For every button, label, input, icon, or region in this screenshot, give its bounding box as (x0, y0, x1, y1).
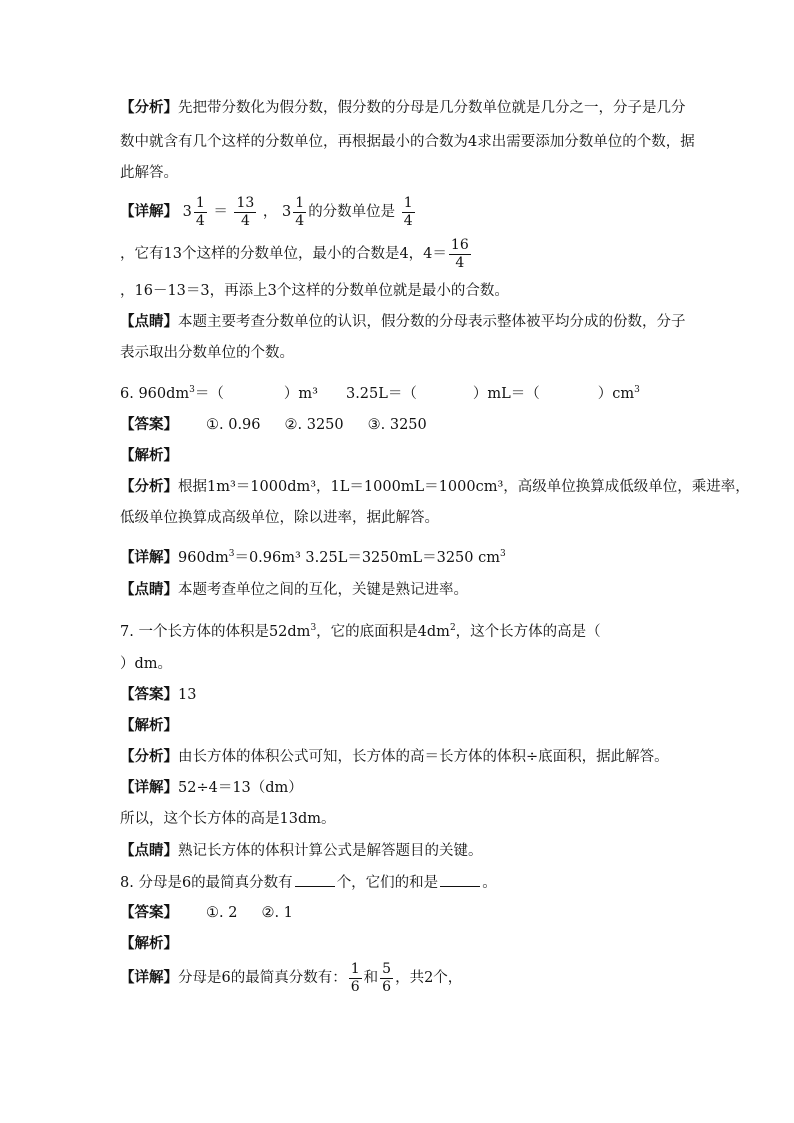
exponent: 3 (189, 385, 195, 395)
q-text: 960dm (138, 385, 190, 402)
conclusion-7: 所以，这个长方体的高是13dm。 (120, 811, 336, 827)
point-text: 本题考查单位之间的互化，关键是熟记进率。 (178, 582, 468, 598)
fraction (380, 961, 393, 996)
detail-label: 【详解】 (120, 969, 178, 986)
detail-label: 【详解】 (120, 779, 178, 796)
detail-text: 的分数单位是 (308, 204, 396, 220)
answer-6 (120, 415, 427, 435)
denominator: 4 (403, 212, 413, 229)
fraction (194, 195, 207, 230)
mixed-number (183, 192, 209, 232)
analysis-6-line-2: 低级单位换算成高级单位，除以进率，据此解答。 (120, 510, 439, 526)
detail-text: 和 (363, 970, 379, 986)
answer-blank (295, 872, 335, 887)
denominator: 4 (240, 212, 250, 229)
q-text: ）m³ (283, 385, 318, 402)
fraction (449, 237, 471, 272)
detail-5-line-2 (120, 234, 473, 274)
detail-text: ，它有13个这样的分数单位，最小的合数是4，4＝ (120, 246, 447, 262)
answer-item: ①. 2 (206, 905, 238, 921)
exponent: 2 (449, 623, 456, 633)
answer-item: ②. 1 (261, 905, 293, 921)
point-5-line-2: 表示取出分数单位的个数。 (120, 345, 294, 361)
numerator: 1 (403, 194, 413, 211)
equals: ＝ (213, 204, 228, 220)
numerator: 1 (195, 194, 205, 211)
detail-text: 52÷4＝13（dm） (178, 780, 303, 796)
jiexi-6-label: 【解析】 (120, 447, 178, 464)
analysis-5-line-1 (120, 98, 686, 118)
answer-item: 13 (178, 687, 197, 703)
numerator: 1 (350, 960, 360, 977)
q-text: 一个长方体的体积是52dm (138, 623, 311, 640)
analysis-5-line-2: 数中就含有几个这样的分数单位，再根据最小的合数为4求出需要添加分数单位的个数，据 (120, 134, 695, 150)
exponent: 3 (499, 549, 506, 559)
exponent: 3 (228, 549, 235, 559)
comma: ， (262, 204, 278, 220)
detail-5-line-3: ，16－13＝3，再添上3个这样的分数单位就是最小的合数。 (120, 283, 509, 299)
analysis-6-line-1 (120, 477, 750, 497)
detail-5-line-1 (120, 192, 417, 232)
analysis-label: 【分析】 (120, 478, 178, 495)
question-number: 7. (120, 623, 134, 640)
point-label: 【点睛】 (120, 313, 178, 330)
denominator: 4 (455, 254, 465, 271)
q-text: ，这个长方体的高是（ (455, 623, 601, 640)
answer-label: 【答案】 (120, 416, 178, 433)
question-8 (120, 872, 497, 893)
point-7 (120, 841, 483, 861)
detail-text: 960dm (178, 549, 229, 566)
denominator: 4 (295, 212, 305, 229)
exponent: 3 (310, 623, 317, 633)
denominator: 6 (382, 978, 392, 995)
question-7 (120, 618, 601, 642)
analysis-5-line-3: 此解答。 (120, 165, 178, 181)
detail-text: ＝0.96m³ 3.25L＝3250mL＝3250 cm (234, 549, 500, 566)
analysis-text: 由长方体的体积公式可知，长方体的高＝长方体的体积÷底面积，据此解答。 (178, 749, 669, 765)
jiexi-7-label: 【解析】 (120, 717, 178, 734)
analysis-label: 【分析】 (120, 748, 178, 765)
question-7-line-2: ）dm。 (120, 656, 173, 672)
fraction (234, 195, 256, 230)
analysis-7 (120, 747, 669, 767)
point-text: 本题主要考查分数单位的认识，假分数的分母表示整体被平均分成的份数，分子 (178, 314, 686, 330)
answer-label: 【答案】 (120, 686, 178, 703)
denominator: 4 (195, 212, 205, 229)
numerator: 1 (295, 194, 305, 211)
analysis-text: 先把带分数化为假分数，假分数的分母是几分数单位就是几分之一，分子是几分 (178, 100, 686, 116)
q-text: ，它的底面积是4dm (316, 623, 450, 640)
whole-part: 3 (282, 204, 292, 220)
q-text: 分母是6的最简真分数有 (138, 875, 293, 891)
detail-text: ，共2个， (395, 970, 463, 986)
answer-7 (120, 685, 196, 705)
q-text: ＝（ (194, 385, 224, 402)
analysis-text: 根据1m³＝1000dm³，1L＝1000mL＝1000cm³，高级单位换算成低级单位，乘进率， (178, 479, 750, 495)
question-6 (120, 380, 640, 404)
detail-6 (120, 544, 506, 568)
q-text: ）cm (597, 385, 635, 402)
answer-blank (440, 872, 480, 887)
answer-label: 【答案】 (120, 904, 178, 921)
numerator: 13 (236, 194, 255, 211)
q-text: 3.25L＝（ (345, 385, 417, 402)
analysis-label: 【分析】 (120, 99, 178, 116)
jiexi-8-label: 【解析】 (120, 935, 178, 952)
detail-8 (120, 958, 462, 998)
q-text: 。 (482, 875, 497, 891)
point-label: 【点睛】 (120, 581, 178, 598)
denominator: 6 (350, 978, 360, 995)
numerator: 5 (382, 960, 392, 977)
mixed-number (282, 192, 308, 232)
point-label: 【点睛】 (120, 842, 178, 859)
answer-item: ③. 3250 (367, 417, 427, 433)
q-text: 个，它们的和是 (336, 875, 439, 891)
detail-7 (120, 778, 303, 798)
fraction (293, 195, 306, 230)
answer-8 (120, 903, 293, 923)
whole-part: 3 (182, 204, 192, 220)
detail-label: 【详解】 (120, 548, 178, 566)
q-text: ）mL＝（ (472, 385, 540, 402)
answer-item: ②. 3250 (284, 417, 344, 433)
question-number: 6. (120, 385, 134, 402)
detail-text: 分母是6的最简真分数有： (178, 970, 347, 986)
point-6 (120, 580, 468, 600)
point-5-line-1 (120, 312, 686, 332)
fraction (402, 195, 415, 230)
exponent: 3 (634, 385, 640, 395)
numerator: 16 (450, 236, 469, 253)
point-text: 熟记长方体的体积计算公式是解答题目的关键。 (178, 843, 483, 859)
answer-item: ①. 0.96 (206, 417, 261, 433)
question-number: 8. (120, 875, 134, 891)
detail-label: 【详解】 (120, 203, 178, 220)
fraction (349, 961, 362, 996)
